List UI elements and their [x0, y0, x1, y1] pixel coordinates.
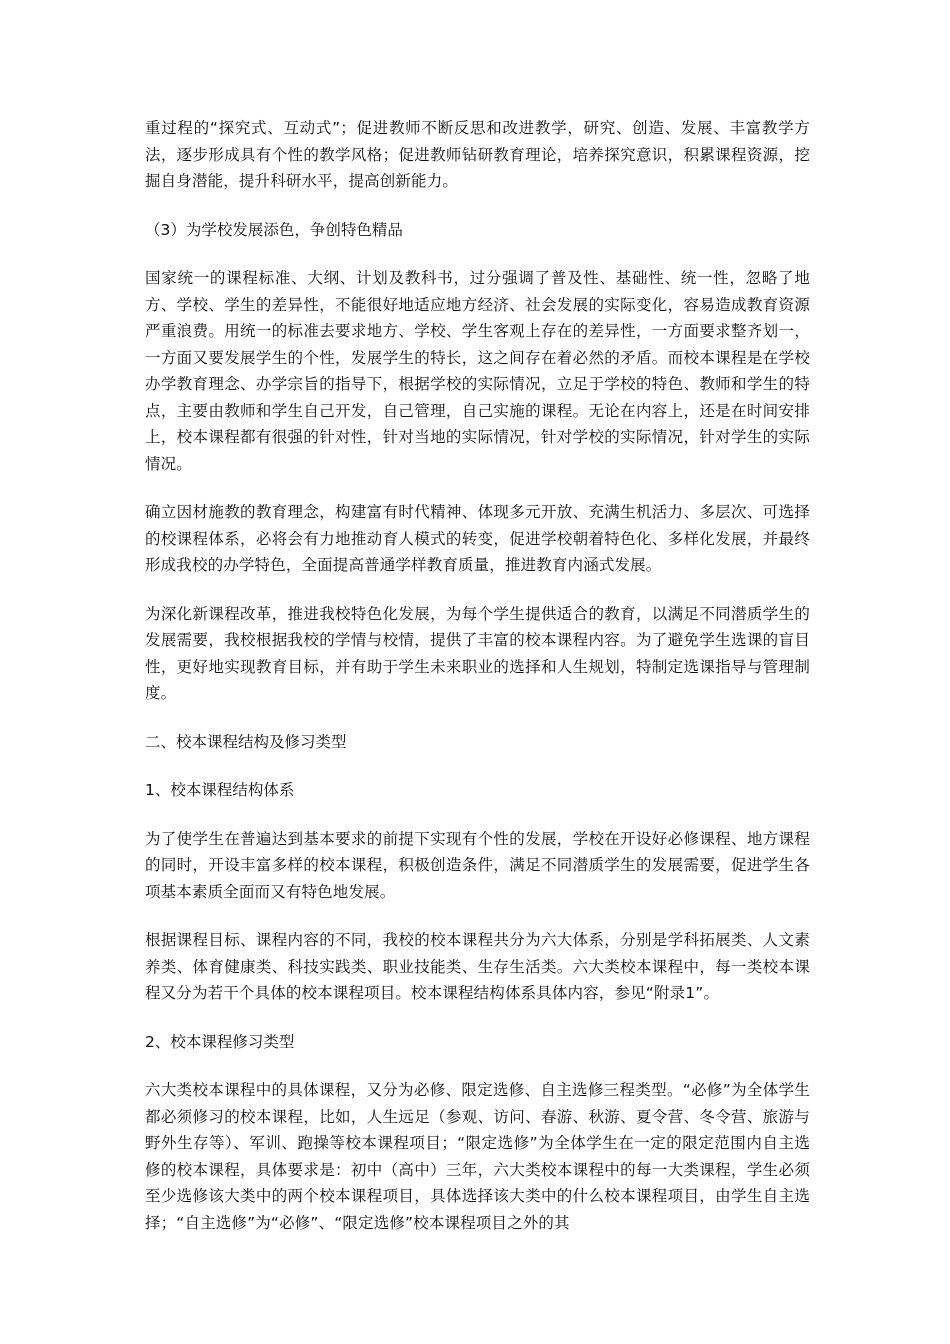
paragraph-diverse-courses: 为了使学生在普遍达到基本要求的前提下实现有个性的发展，学校在开设好必修课程、地方课程的同时，开设丰富多样的校本课程，积极创造条件，满足不同潜质学生的发展需要，促进学生各项基本素质全面而又有特色地发展。	[145, 829, 810, 901]
paragraph-course-reform: 为深化新课程改革，推进我校特色化发展，为每个学生提供适合的教育，以满足不同潜质学生的发展需要，我校根据我校的学情与校情，提供了丰富的校本课程内容。为了避免学生选课的盲目性，更好地实现教育目标，并有助于学生未来职业的选择和人生规划，特制定选课指导与管理制度。	[145, 604, 810, 702]
subheading-study-types: 2、校本课程修习类型	[145, 1032, 295, 1051]
subheading-school-features: （3）为学校发展添色，争创特色精品	[145, 220, 403, 239]
paragraph-course-types: 六大类校本课程中的具体课程，又分为必修、限定选修、自主选修三程类型。“必修”为全体学生都必须修习的校本课程，比如，人生远足（参观、访问、春游、秋游、夏令营、冬令营、旅游与野外生存等）、军训、跑操等校本课程项目；“限定选修”为全体学生在一定的限定范围内自主选修的校本课程，具体要求是：初中（高中）三年，六大类校本课程中的每一大类课程，学生必须至少选修该大类中的两个校本课程项目，具体选择该大类中的什么校本课程项目，由学生自主选择；“自主选修”为“必修”、“限定选修”校本课程项目之外的其	[145, 1081, 810, 1232]
paragraph-six-categories: 根据课程目标、课程内容的不同，我校的校本课程共分为六大体系，分别是学科拓展类、人文素养类、体育健康类、科技实践类、职业技能类、生存生活类。六大类校本课程中，每一类校本课程又分为若干个具体的校本课程项目。校本课程结构体系具体内容，参见“附录1”。	[145, 931, 810, 1002]
paragraph-education-philosophy: 确立因材施教的教育理念，构建富有时代精神、体现多元开放、充满生机活力、多层次、可选择的校课程体系，必将会有力地推动育人模式的转变，促进学校朝着特色化、多样化发展，并最终形成我校的办学特色，全面提高普通学样教育质量，推进教育内涵式发展。	[145, 503, 810, 574]
paragraph-national-curriculum: 国家统一的课程标准、大纲、计划及教科书，过分强调了普及性、基础性、统一性，忽略了地方、学校、学生的差异性，不能很好地适应地方经济、社会发展的实际变化，容易造成教育资源严重浪费。用统一的标准去要求地方、学校、学生客观上存在的差异性，一方面要求整齐划一，一方面又要发展学生的个性，发展学生的特长，这之间存在着必然的矛盾。而校本课程是在学校办学教育理念、办学宗旨的指导下，根据学校的实际情况，立足于学校的特色、教师和学生的特点，主要由教师和学生自己开发，自己管理，自己实施的课程。无论在内容上，还是在时间安排上，校本课程都有很强的针对性，针对当地的实际情况，针对学校的实际情况，针对学生的实际情况。	[145, 269, 810, 473]
paragraph-teacher-development: 重过程的“探究式、互动式”；促进教师不断反思和改进教学，研究、创造、发展、丰富教学方法，逐步形成具有个性的教学风格；促进教师钻研教育理论，培养探究意识，积累课程资源，挖掘自身潜能，提升科研水平，提高创新能力。	[145, 119, 810, 190]
subheading-structure-system: 1、校本课程结构体系	[145, 781, 295, 799]
section-heading-structure: 二、校本课程结构及修习类型	[145, 732, 347, 751]
document-page	[145, 115, 810, 1258]
